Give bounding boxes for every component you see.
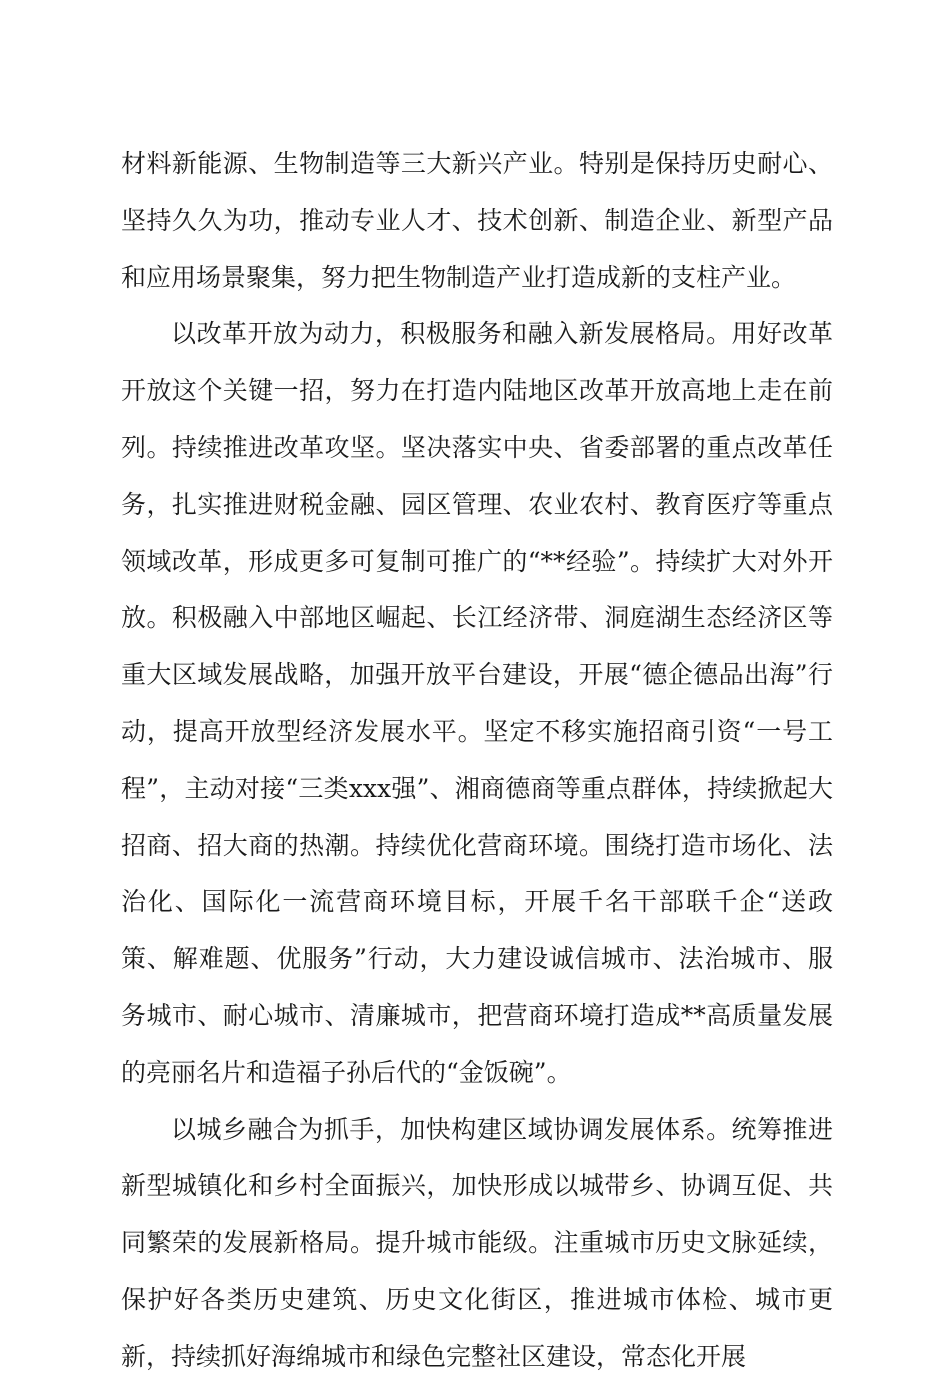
paragraph-continued: 材料新能源、生物制造等三大新兴产业。特别是保持历史耐心、坚持久久为功，推动专业人才、技术创新、制造企业、新型产品和应用场景聚集，努力把生物制造产业打造成新的支柱产业。 (121, 149, 833, 292)
document-body (121, 136, 833, 1386)
paragraph-urban-rural: 以城乡融合为抓手，加快构建区域协调发展体系。统筹推进新型城镇化和乡村全面振兴，加快形成以城带乡、协调互促、共同繁荣的发展新格局。提升城市能级。注重城市历史文脉延续，保护好各类历史建筑、历史文化街区，推进城市体检、城市更新，持续抓好海绵城市和绿色完整社区建设，常态化开展 (121, 1114, 833, 1371)
paragraph-reform-opening: 以改革开放为动力，积极服务和融入新发展格局。用好改革开放这个关键一招，努力在打造内陆地区改革开放高地上走在前列。持续推进改革攻坚。坚决落实中央、省委部署的重点改革任务，扎实推进财税金融、园区管理、农业农村、教育医疗等重点领域改革，形成更多可复制可推广的“**经验”。持续扩大对外开放。积极融入中部地区崛起、长江经济带、洞庭湖生态经济区等重大区域发展战略，加强开放平台建设，开展“德企德品出海”行动，提高开放型经济发展水平。坚定不移实施招商引资“一号工程”，主动对接“三类xxx强”、湘商德商等重点群体，持续掀起大招商、招大商的热潮。持续优化营商环境。围绕打造市场化、法治化、国际化一流营商环境目标，开展千名干部联千企“送政策、解难题、优服务”行动，大力建设诚信城市、法治城市、服务城市、耐心城市、清廉城市，把营商环境打造成**高质量发展的亮丽名片和造福子孙后代的“金饭碗”。 (121, 319, 833, 1087)
